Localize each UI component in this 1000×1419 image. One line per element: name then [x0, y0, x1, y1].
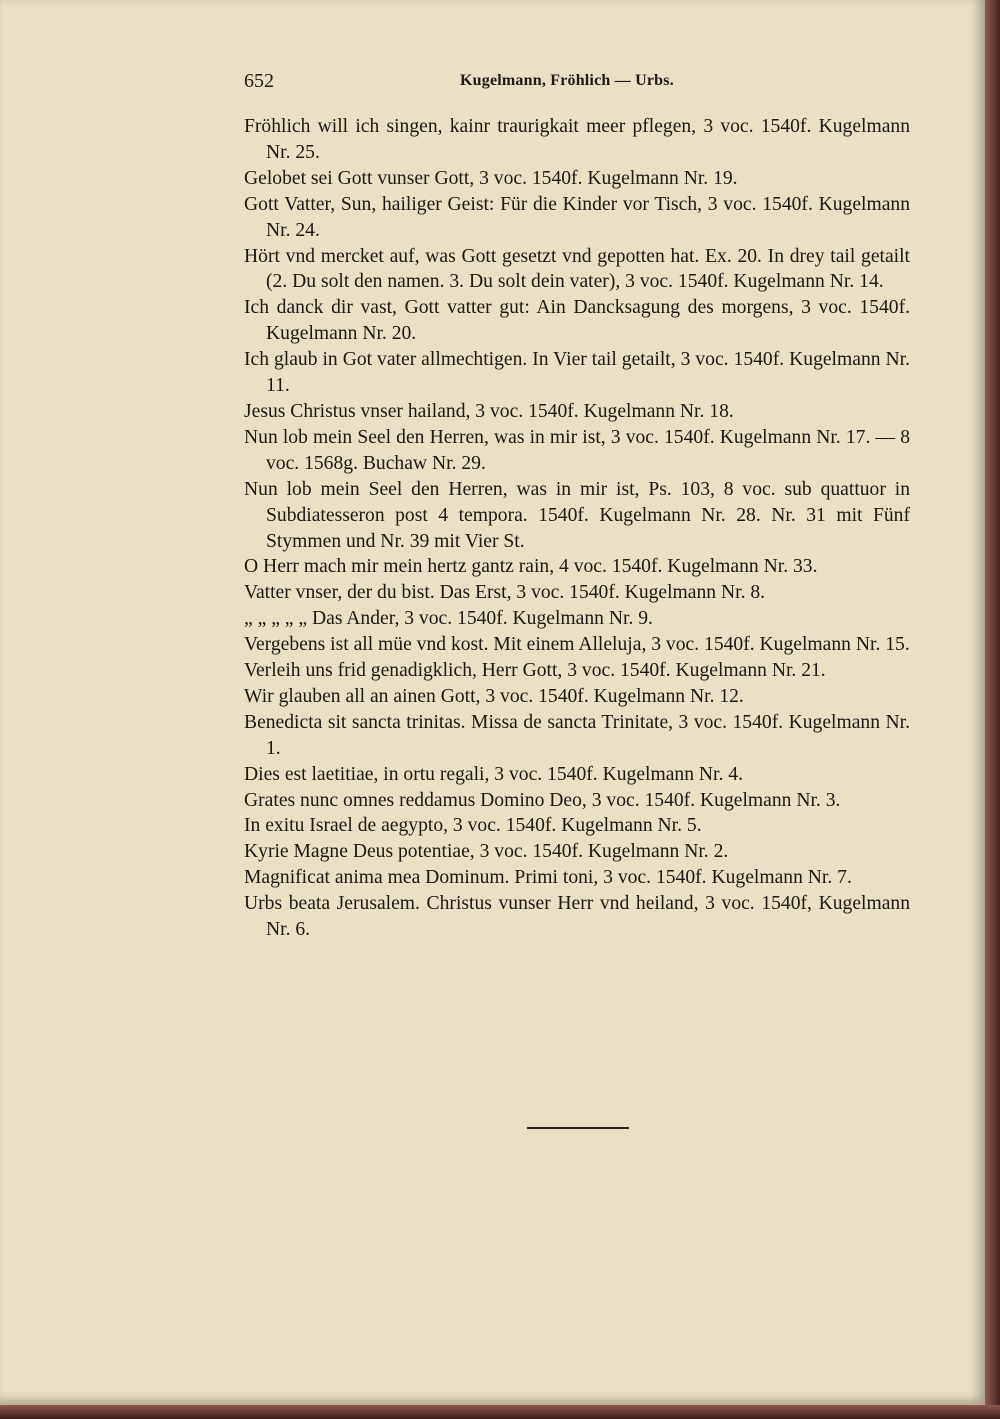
list-item: Hört vnd mercket auf, was Gott gesetzt vnd gepotten hat. Ex. 20. In drey tail getailt (2. Du solt den namen. 3. Du solt dein vater), 3 voc. 1540f. Kugelmann Nr. 14. [244, 245, 910, 293]
section-end-rule [527, 1127, 629, 1129]
list-item: Kyrie Magne Deus potentiae, 3 voc. 1540f. Kugelmann Nr. 2. [244, 841, 729, 863]
list-item: Verleih uns frid genadigklich, Herr Gott, 3 voc. 1540f. Kugelmann Nr. 21. [244, 660, 826, 682]
list-item: Benedicta sit sancta trinitas. Missa de sancta Trinitate, 3 voc. 1540f. Kugelmann Nr. 1. [244, 711, 910, 759]
list-item: Wir glauben all an ainen Gott, 3 voc. 1540f. Kugelmann Nr. 12. [244, 685, 744, 707]
list-item: Ich glaub in Got vater allmechtigen. In Vier tail getailt, 3 voc. 1540f. Kugelmann Nr. 11. [244, 349, 910, 397]
book-edge-right [985, 0, 1000, 1419]
list-item: „ „ „ „ „ Das Ander, 3 voc. 1540f. Kugelmann Nr. 9. [244, 608, 653, 630]
list-item: Gott Vatter, Sun, hailiger Geist: Für die Kinder vor Tisch, 3 voc. 1540f. Kugelmann Nr. 24. [244, 193, 910, 241]
list-item: Urbs beata Jerusalem. Christus vunser Herr vnd heiland, 3 voc. 1540f, Kugelmann Nr. 6. [244, 893, 910, 941]
list-item: Jesus Christus vnser hailand, 3 voc. 1540f. Kugelmann Nr. 18. [244, 400, 734, 422]
list-item: Vergebens ist all müe vnd kost. Mit einem Alleluja, 3 voc. 1540f. Kugelmann Nr. 15. [244, 634, 910, 656]
list-item: Magnificat anima mea Dominum. Primi toni, 3 voc. 1540f. Kugelmann Nr. 7. [244, 867, 852, 889]
list-item: In exitu Israel de aegypto, 3 voc. 1540f. Kugelmann Nr. 5. [244, 815, 702, 837]
running-title: Kugelmann, Fröhlich — Urbs. [460, 72, 674, 89]
list-item: Dies est laetitiae, in ortu regali, 3 voc. 1540f. Kugelmann Nr. 4. [244, 763, 743, 785]
list-item: Gelobet sei Gott vunser Gott, 3 voc. 1540f. Kugelmann Nr. 19. [244, 167, 738, 189]
page-number: 652 [244, 70, 274, 92]
page-header [244, 70, 910, 98]
list-item: Fröhlich will ich singen, kainr traurigkait meer pflegen, 3 voc. 1540f. Kugelmann Nr. 25. [244, 116, 910, 163]
list-item: Nun lob mein Seel den Herren, was in mir ist, 3 voc. 1540f. Kugelmann Nr. 17. — 8 voc. 1568g. Buchaw Nr. 29. [244, 426, 910, 474]
list-item: O Herr mach mir mein hertz gantz rain, 4 voc. 1540f. Kugelmann Nr. 33. [244, 556, 818, 578]
entry-list [244, 114, 910, 943]
list-item: Grates nunc omnes reddamus Domino Deo, 3 voc. 1540f. Kugelmann Nr. 3. [244, 789, 841, 811]
list-item: Vatter vnser, der du bist. Das Erst, 3 voc. 1540f. Kugelmann Nr. 8. [244, 582, 766, 604]
book-edge-bottom [0, 1405, 1000, 1419]
list-item: Ich danck dir vast, Gott vatter gut: Ain Dancksagung des morgens, 3 voc. 1540f. Kugelmann Nr. 20. [244, 297, 910, 345]
list-item: Nun lob mein Seel den Herren, was in mir ist, Ps. 103, 8 voc. sub quattuor in Subdiatesseron post 4 tempora. 1540f. Kugelmann Nr. 28. Nr. 31 mit Fünf Stymmen und Nr. 39 mit Vier St. [244, 478, 910, 552]
